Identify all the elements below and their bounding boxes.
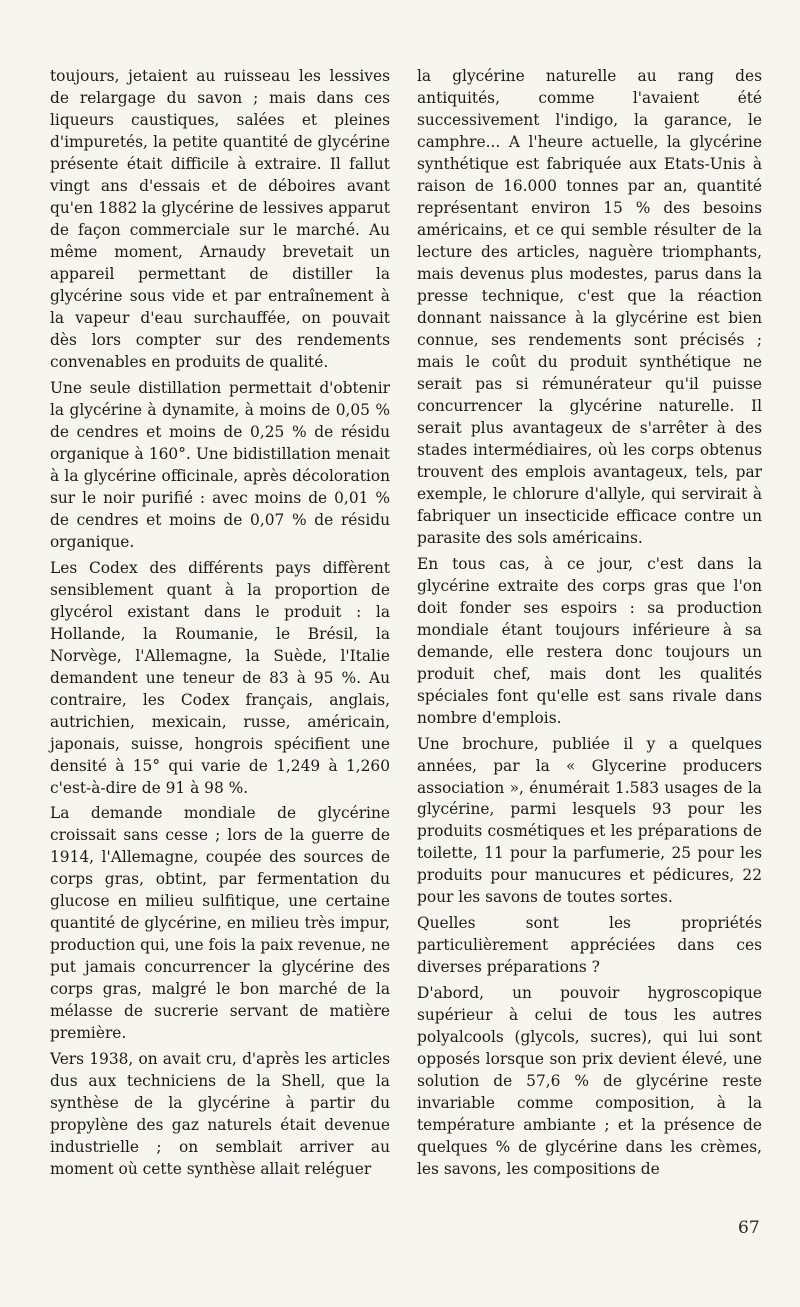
page-number: 67: [738, 1218, 760, 1238]
paragraph: Quelles sont les propriétés particulièrement appréciées dans ces diverses préparations ?: [417, 914, 762, 977]
paragraph: La demande mondiale de glycérine croissait sans cesse ; lors de la guerre de 1914, l'Allemagne, coupée des sources de corps gras, obtint, par fermentation du glucose en milieu sulfitique, une certaine quantité de glycérine, en milieu très impur, production qui, une fois la paix revenue, ne put jamais concurrencer la glycérine des corps gras, malgré le bon marché de la mélasse de sucrerie servant de matière première.: [50, 804, 390, 1043]
right-text-column: [417, 66, 762, 1185]
paragraph: En tous cas, à ce jour, c'est dans la glycérine extraite des corps gras que l'on doit fonder ses espoirs : sa production mondiale étant toujours inférieure à sa demande, elle restera donc toujours un produit chef, mais dont les qualités spéciales font qu'elle est sans rivale dans nombre d'emplois.: [417, 554, 762, 727]
left-text-column: [50, 66, 390, 1185]
paragraph: Une seule distillation permettait d'obtenir la glycérine à dynamite, à moins de 0,05 % de cendres et moins de 0,25 % de résidu organique à 160°. Une bidistillation menait à la glycérine officinale, après décoloration sur le noir purifié : avec moins de 0,01 % de cendres et moins de 0,07 % de résidu organique.: [50, 378, 390, 551]
paragraph: Vers 1938, on avait cru, d'après les articles dus aux techniciens de la Shell, que la synthèse de la glycérine à partir du propylène des gaz naturels était devenue industrielle ; on semblait arriver au moment où cette synthèse allait reléguer: [50, 1050, 390, 1179]
paragraph: toujours, jetaient au ruisseau les lessives de relargage du savon ; mais dans ces liqueurs caustiques, salées et pleines d'impuretés, la petite quantité de glycérine présente était difficile à extraire. Il fallut vingt ans d'essais et de déboires avant qu'en 1882 la glycérine de lessives apparut de façon commerciale sur le marché. Au même moment, Arnaudy brevetait un appareil permettant de distiller la glycérine sous vide et par entraînement à la vapeur d'eau surchauffée, on pouvait dès lors compter sur des rendements convenables en produits de qualité.: [50, 67, 390, 371]
paragraph: la glycérine naturelle au rang des antiquités, comme l'avaient été successivement l'indigo, la garance, le camphre... A l'heure actuelle, la glycérine synthétique est fabriquée aux Etats-Unis à raison de 16.000 tonnes par an, quantité représentant environ 15 % des besoins américains, et ce qui semble résulter de la lecture des articles, naguère triomphants, mais devenus plus modestes, parus dans la presse technique, c'est que la réaction donnant naissance à la glycérine est bien connue, ses rendements sont précisés ; mais le coût du produit synthétique ne serait pas si rémunérateur qu'il puisse concurrencer la glycérine naturelle. Il serait plus avantageux de s'arrêter à des stades intermédiaires, où les corps obtenus trouvent des emplois avantageux, tels, par exemple, le chlorure d'allyle, qui servirait à fabriquer un insecticide efficace contre un parasite des sols américains.: [417, 67, 762, 547]
paragraph: Les Codex des différents pays diffèrent sensiblement quant à la proportion de glycérol existant dans le produit : la Hollande, la Roumanie, le Brésil, la Norvège, l'Allemagne, la Suède, l'Italie demandent une teneur de 83 à 95 %. Au contraire, les Codex français, anglais, autrichien, mexicain, russe, américain, japonais, suisse, hongrois spécifient une densité à 15° qui varie de 1,249 à 1,260 c'est-à-dire de 91 à 98 %.: [50, 558, 390, 797]
paragraph: D'abord, un pouvoir hygroscopique supérieur à celui de tous les autres polyalcools (glycols, sucres), qui lui sont opposés lorsque son prix devient élevé, une solution de 57,6 % de glycérine reste invariable comme composition, à la température ambiante ; et la présence de quelques % de glycérine dans les crèmes, les savons, les compositions de: [417, 984, 762, 1179]
paragraph: Une brochure, publiée il y a quelques années, par la « Glycerine producers association », énumérait 1.583 usages de la glycérine, parmi lesquels 93 pour les produits cosmétiques et les préparations de toilette, 11 pour la parfumerie, 25 pour les produits pour manucures et pédicures, 22 pour les savons de toutes sortes.: [417, 734, 762, 907]
